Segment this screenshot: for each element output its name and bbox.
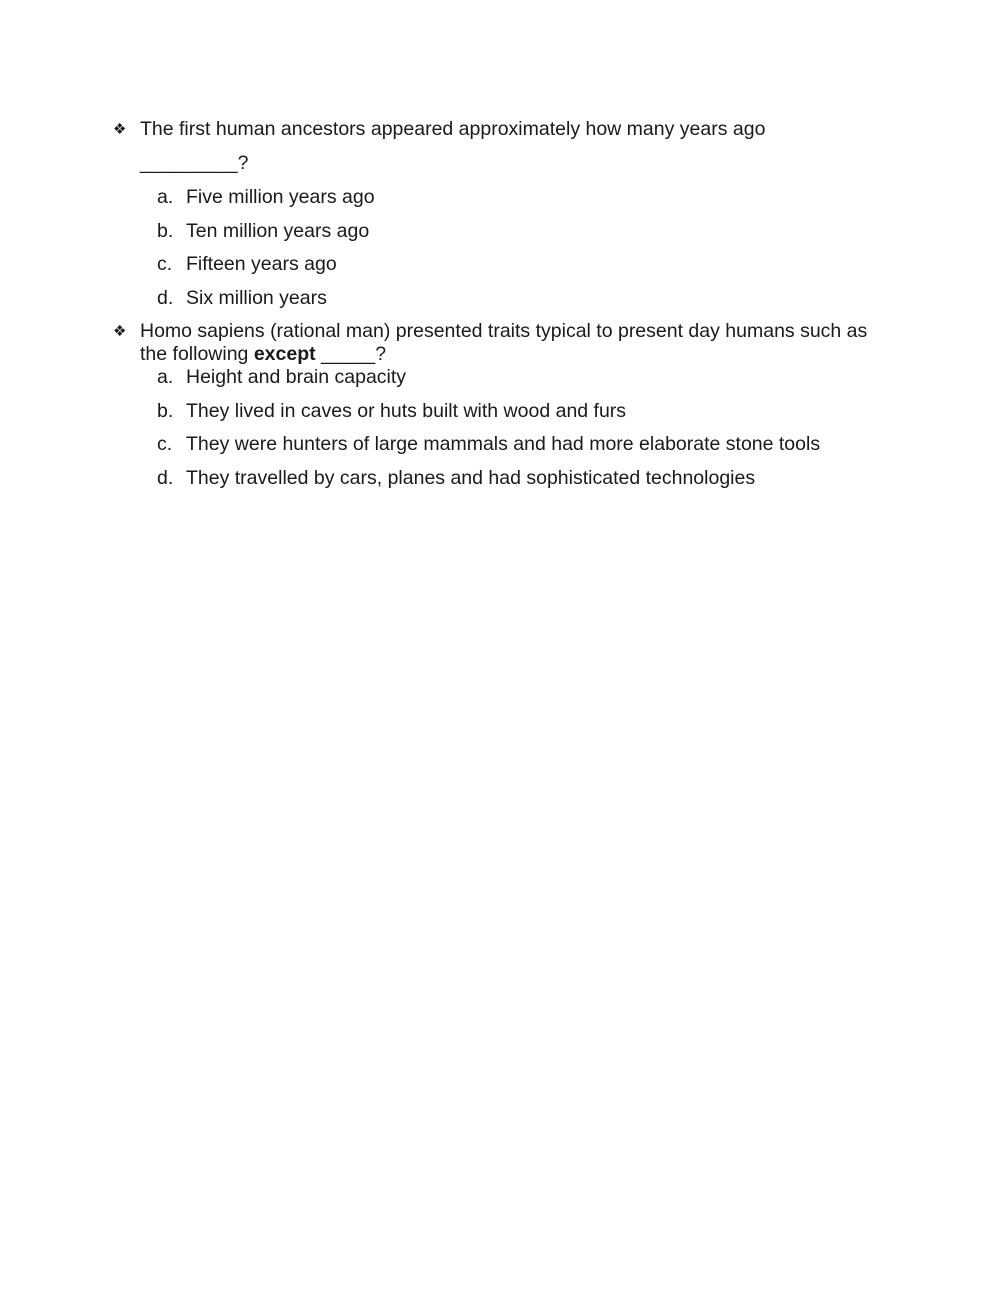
option-letter: d.	[157, 286, 174, 309]
option-letter: a.	[157, 186, 174, 208]
question-1-option-d[interactable]	[113, 287, 893, 310]
option-letter: c.	[157, 433, 173, 455]
question-2-text-after: _____?	[315, 343, 387, 365]
question-2-emphasis: except	[253, 343, 316, 365]
diamond-bullet-icon: ❖	[113, 121, 127, 138]
option-letter: c.	[157, 253, 173, 275]
question-1-text: The first human ancestors appeared approximately how many years ago	[140, 118, 766, 140]
option-letter: a.	[157, 366, 174, 388]
question-2-text-before: the following	[140, 343, 254, 365]
question-2-stem-line-2	[113, 343, 893, 366]
question-1-options	[113, 186, 893, 310]
option-text: Ten million years ago	[186, 219, 370, 242]
option-text: Five million years ago	[186, 186, 375, 208]
option-text: They were hunters of large mammals and had more elaborate stone tools	[186, 433, 821, 455]
question-1-option-a[interactable]	[113, 186, 893, 209]
question-2-option-a[interactable]	[113, 366, 893, 389]
option-text: Six million years	[186, 286, 327, 309]
question-1-option-c[interactable]	[113, 253, 893, 276]
question-1-blank: _________?	[140, 152, 249, 174]
option-letter: d.	[157, 466, 174, 489]
option-text: Fifteen years ago	[186, 253, 337, 275]
option-text: Height and brain capacity	[186, 366, 407, 388]
option-text: They lived in caves or huts built with wood and furs	[186, 399, 627, 422]
question-2-text-line-1: Homo sapiens (rational man) presented traits typical to present day humans such as	[140, 320, 868, 342]
question-1	[113, 118, 893, 310]
option-letter: b.	[157, 219, 174, 242]
question-2-stem-line-1	[113, 320, 893, 343]
option-letter: b.	[157, 399, 174, 422]
question-2-options	[113, 366, 893, 490]
question-1-option-b[interactable]	[113, 220, 893, 243]
question-2-option-c[interactable]	[113, 433, 893, 456]
question-2	[113, 320, 893, 490]
diamond-bullet-icon: ❖	[113, 323, 127, 340]
question-1-stem	[113, 118, 893, 141]
question-2-option-b[interactable]	[113, 400, 893, 423]
option-text: They travelled by cars, planes and had sophisticated technologies	[186, 466, 756, 489]
question-2-option-d[interactable]	[113, 467, 893, 490]
